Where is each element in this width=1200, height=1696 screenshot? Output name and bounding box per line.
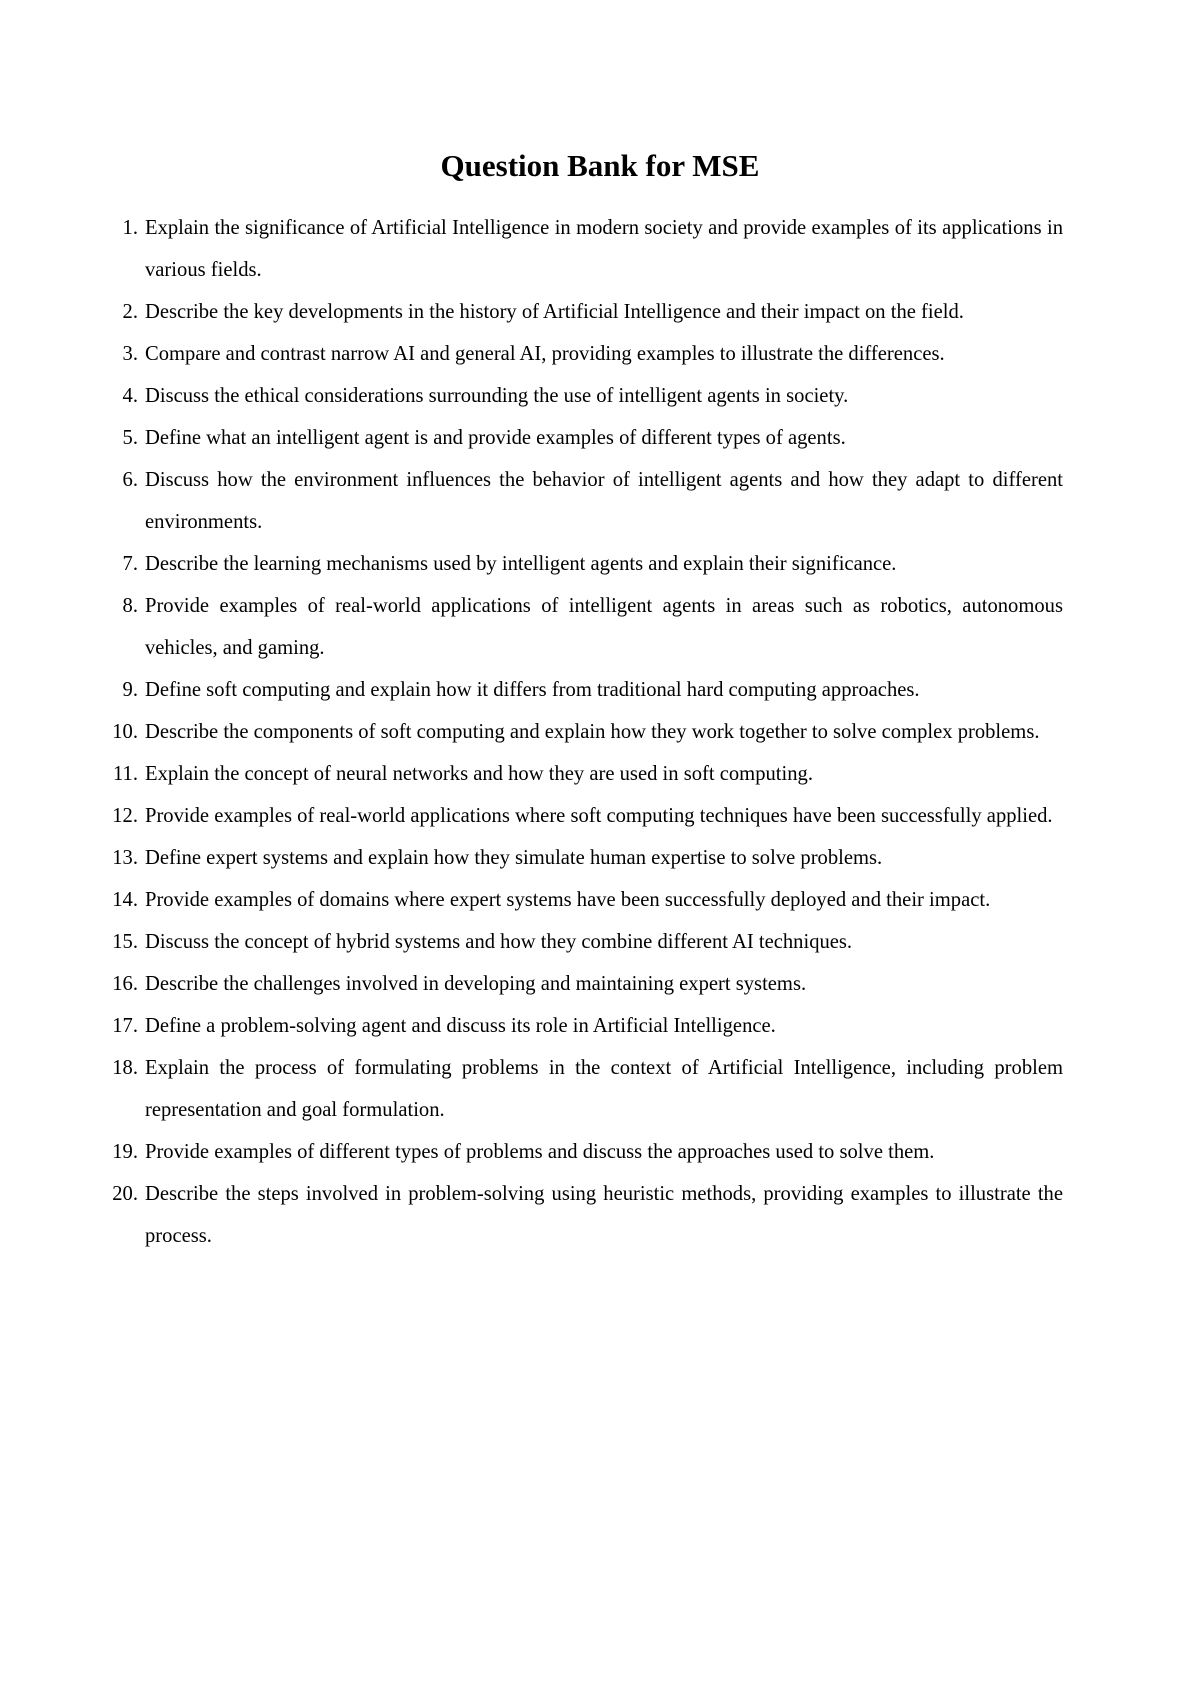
question-text: Define expert systems and explain how they simulate human expertise to solve problems. <box>145 847 883 869</box>
question-text: Describe the challenges involved in developing and maintaining expert systems. <box>145 973 807 995</box>
question-item <box>100 795 1063 837</box>
question-number: 3. <box>122 343 138 365</box>
question-item <box>100 921 1063 963</box>
question-text: Describe the steps involved in problem-solving using heuristic methods, providing examples to illustrate the process. <box>145 1183 1063 1247</box>
question-text: Define a problem-solving agent and discuss its role in Artificial Intelligence. <box>145 1015 776 1037</box>
question-text: Describe the components of soft computing and explain how they work together to solve complex problems. <box>145 721 1040 743</box>
question-text: Define what an intelligent agent is and provide examples of different types of agents. <box>145 427 846 449</box>
question-item <box>100 1131 1063 1173</box>
question-text: Explain the concept of neural networks and how they are used in soft computing. <box>145 763 813 785</box>
question-text: Describe the learning mechanisms used by intelligent agents and explain their significance. <box>145 553 897 575</box>
question-item <box>100 333 1063 375</box>
question-text: Compare and contrast narrow AI and general AI, providing examples to illustrate the differences. <box>145 343 945 365</box>
question-text: Describe the key developments in the history of Artificial Intelligence and their impact on the field. <box>145 301 964 323</box>
question-item <box>100 711 1063 753</box>
question-item <box>100 879 1063 921</box>
question-number: 19. <box>112 1141 138 1163</box>
question-text: Provide examples of different types of problems and discuss the approaches used to solve them. <box>145 1141 935 1163</box>
question-item <box>100 291 1063 333</box>
question-number: 4. <box>122 385 138 407</box>
question-number: 14. <box>112 889 138 911</box>
question-number: 10. <box>112 721 138 743</box>
question-item <box>100 375 1063 417</box>
question-number: 8. <box>122 595 138 617</box>
question-text: Provide examples of real-world applications where soft computing techniques have been successfully applied. <box>145 805 1053 827</box>
question-number: 5. <box>122 427 138 449</box>
question-item <box>100 459 1063 543</box>
question-number: 7. <box>122 553 138 575</box>
question-item <box>100 753 1063 795</box>
question-item <box>100 417 1063 459</box>
question-item <box>100 543 1063 585</box>
question-number: 1. <box>122 217 138 239</box>
question-number: 20. <box>112 1183 138 1205</box>
question-number: 17. <box>112 1015 138 1037</box>
question-number: 6. <box>122 469 138 491</box>
question-number: 15. <box>112 931 138 953</box>
question-number: 9. <box>122 679 138 701</box>
question-text: Discuss the ethical considerations surrounding the use of intelligent agents in society. <box>145 385 849 407</box>
question-number: 16. <box>112 973 138 995</box>
document-title: Question Bank for MSE <box>440 148 760 183</box>
question-item <box>100 837 1063 879</box>
question-text: Discuss the concept of hybrid systems and how they combine different AI techniques. <box>145 931 853 953</box>
question-text: Provide examples of domains where expert systems have been successfully deployed and their impact. <box>145 889 991 911</box>
question-number: 12. <box>112 805 138 827</box>
question-item <box>100 585 1063 669</box>
question-item <box>100 1047 1063 1131</box>
question-list <box>100 207 1063 1257</box>
question-number: 2. <box>122 301 138 323</box>
question-item <box>100 207 1063 291</box>
question-text: Explain the significance of Artificial Intelligence in modern society and provide examples of its applications in various fields. <box>145 217 1063 281</box>
question-number: 18. <box>112 1057 138 1079</box>
question-item <box>100 1173 1063 1257</box>
question-item <box>100 1005 1063 1047</box>
question-text: Define soft computing and explain how it differs from traditional hard computing approaches. <box>145 679 920 701</box>
question-number: 13. <box>112 847 138 869</box>
question-text: Explain the process of formulating problems in the context of Artificial Intelligence, including problem representation and goal formulation. <box>145 1057 1063 1121</box>
question-text: Discuss how the environment influences the behavior of intelligent agents and how they adapt to different environments. <box>145 469 1063 533</box>
question-number: 11. <box>113 763 138 785</box>
question-text: Provide examples of real-world applications of intelligent agents in areas such as robotics, autonomous vehicles, and gaming. <box>145 595 1063 659</box>
question-item <box>100 669 1063 711</box>
question-item <box>100 963 1063 1005</box>
